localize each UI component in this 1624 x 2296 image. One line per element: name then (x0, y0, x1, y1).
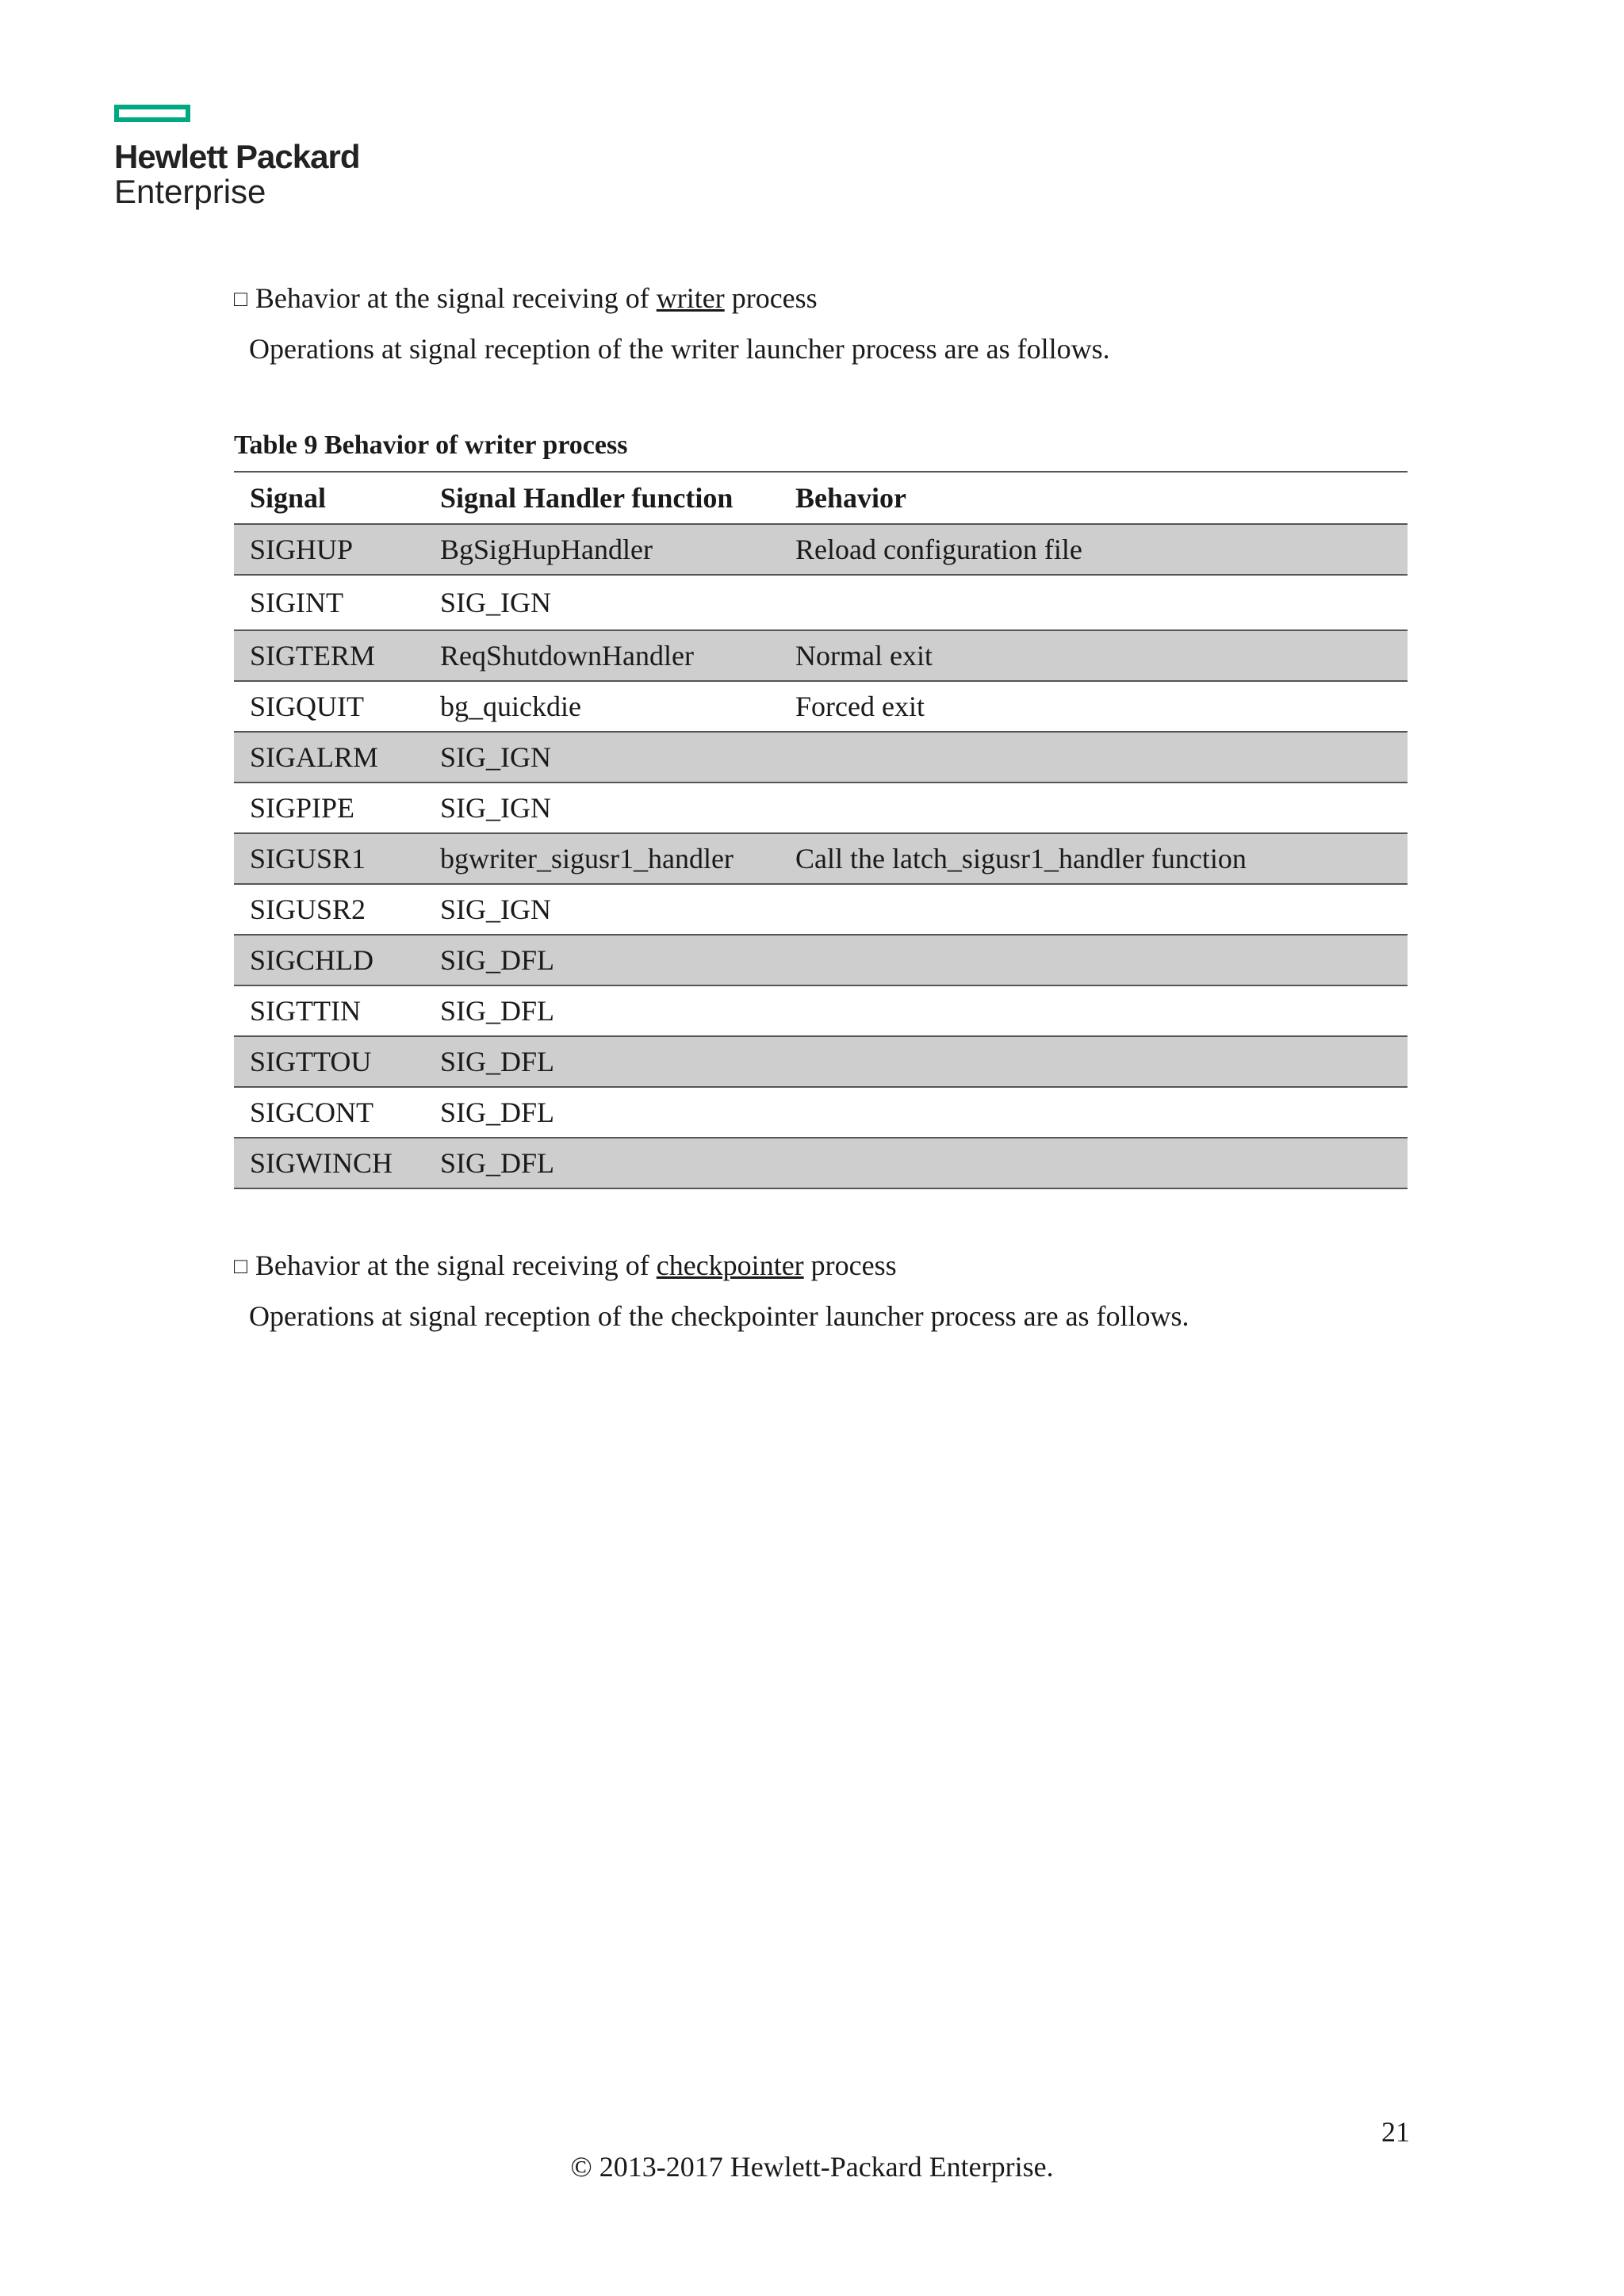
table-row (234, 630, 1408, 681)
table-row (234, 935, 1408, 985)
table-row (234, 1036, 1408, 1087)
cell-behavior (779, 884, 1408, 935)
checkbox-bullet-icon: □ (234, 287, 247, 312)
signal-behavior-table (234, 471, 1408, 1189)
cell-behavior (779, 1087, 1408, 1138)
header-handler: Signal Handler function (424, 472, 779, 524)
cell-behavior: Call the latch_sigusr1_handler function (779, 833, 1408, 884)
cell-behavior (779, 732, 1408, 783)
cell-signal: SIGTTOU (234, 1036, 424, 1087)
table-row (234, 985, 1408, 1036)
cell-signal: SIGUSR2 (234, 884, 424, 935)
cell-behavior (779, 985, 1408, 1036)
cell-behavior (779, 1138, 1408, 1188)
header-signal: Signal (234, 472, 424, 524)
hpe-logo (114, 105, 368, 209)
table-row (234, 833, 1408, 884)
cell-handler: SIG_DFL (424, 935, 779, 985)
header-behavior: Behavior (779, 472, 1408, 524)
table-row (234, 524, 1408, 575)
writer-heading-suffix: process (724, 282, 818, 314)
cell-handler: SIG_DFL (424, 985, 779, 1036)
logo-text-line2: Enterprise (114, 173, 266, 210)
table-row (234, 1138, 1408, 1188)
logo-text-line1: Hewlett Packard (114, 138, 360, 175)
table-row (234, 732, 1408, 783)
writer-section-heading (234, 281, 818, 319)
table-row (234, 681, 1408, 732)
writer-link[interactable]: writer (656, 282, 725, 314)
checkpointer-heading-prefix: Behavior at the signal receiving of (255, 1249, 657, 1281)
cell-signal: SIGALRM (234, 732, 424, 783)
cell-handler: SIG_IGN (424, 783, 779, 833)
cell-handler: SIG_DFL (424, 1036, 779, 1087)
cell-behavior: Forced exit (779, 681, 1408, 732)
cell-signal: SIGTERM (234, 630, 424, 681)
page-number: 21 (1381, 2116, 1410, 2148)
cell-handler: BgSigHupHandler (424, 524, 779, 575)
cell-signal: SIGQUIT (234, 681, 424, 732)
cell-handler: SIG_DFL (424, 1138, 779, 1188)
cell-behavior (779, 935, 1408, 985)
cell-handler: SIG_DFL (424, 1087, 779, 1138)
checkpointer-section-body: Operations at signal reception of the checkpointer launcher process are as follows. (249, 1300, 1189, 1332)
cell-signal: SIGCONT (234, 1087, 424, 1138)
writer-heading-prefix: Behavior at the signal receiving of (255, 282, 657, 314)
cell-handler: bg_quickdie (424, 681, 779, 732)
table-row (234, 575, 1408, 630)
cell-handler: bgwriter_sigusr1_handler (424, 833, 779, 884)
cell-signal: SIGWINCH (234, 1138, 424, 1188)
cell-signal: SIGUSR1 (234, 833, 424, 884)
table-row (234, 884, 1408, 935)
checkpointer-link[interactable]: checkpointer (656, 1249, 804, 1281)
cell-behavior (779, 783, 1408, 833)
cell-handler: SIG_IGN (424, 732, 779, 783)
cell-handler: ReqShutdownHandler (424, 630, 779, 681)
checkbox-bullet-icon: □ (234, 1254, 247, 1279)
cell-behavior: Reload configuration file (779, 524, 1408, 575)
cell-signal: SIGTTIN (234, 985, 424, 1036)
checkpointer-heading-suffix: process (803, 1249, 897, 1281)
table-row (234, 1087, 1408, 1138)
copyright-footer: © 2013-2017 Hewlett-Packard Enterprise. (570, 2151, 1054, 2183)
cell-signal: SIGHUP (234, 524, 424, 575)
cell-signal: SIGPIPE (234, 783, 424, 833)
cell-behavior (779, 1036, 1408, 1087)
writer-section-body: Operations at signal reception of the writer launcher process are as follows. (249, 333, 1110, 365)
cell-behavior (779, 575, 1408, 630)
hpe-logo-bar (114, 105, 190, 122)
checkpointer-section-heading (234, 1248, 897, 1286)
cell-signal: SIGINT (234, 575, 424, 630)
table-row (234, 783, 1408, 833)
cell-handler: SIG_IGN (424, 884, 779, 935)
table-header-row (234, 472, 1408, 524)
cell-handler: SIG_IGN (424, 575, 779, 630)
cell-behavior: Normal exit (779, 630, 1408, 681)
cell-signal: SIGCHLD (234, 935, 424, 985)
table-caption: Table 9 Behavior of writer process (234, 430, 628, 460)
